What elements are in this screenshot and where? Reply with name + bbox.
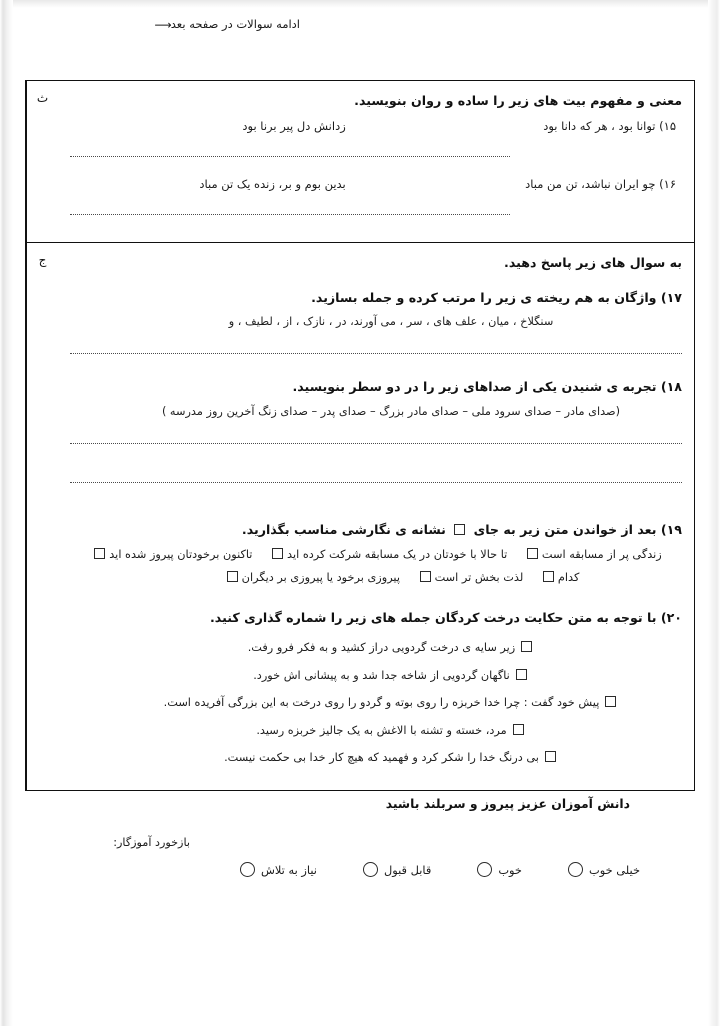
rating-option-needs-effort[interactable] bbox=[240, 862, 317, 877]
question-19-line-1 bbox=[70, 544, 682, 567]
q19-clause-1-text: زندگی پر از مسابقه است bbox=[541, 548, 662, 562]
exam-section-jim bbox=[26, 243, 694, 790]
question-17-prompt: ۱۷) واژگان به هم ریخته ی زیر را مرتب کرده و جمله بسازید. bbox=[311, 289, 682, 305]
section-jim-body bbox=[58, 243, 694, 790]
q20-statement-3-text: پیش خود گفت : چرا خدا خربزه را روی بوته و گردو را روی درخت به این بزرگی آفریده است. bbox=[163, 696, 600, 710]
couplet-15-hemistich-b: زدانش دل پیر برنا بود bbox=[242, 118, 346, 133]
q19-clause-2-text: تا حالا با خودتان در یک مسابقه شرکت کرده اید bbox=[287, 548, 508, 562]
arrow-left-icon: ⟶ bbox=[154, 18, 172, 32]
exam-section-tha bbox=[26, 81, 694, 243]
farewell-message: دانش آموزان عزیز پیروز و سربلند باشید bbox=[385, 796, 630, 811]
question-18-options: (صدای مادر – صدای سرود ملی – صدای مادر بزرگ – صدای پدر – صدای زنگ آخرین روز مدرسه ) bbox=[161, 404, 621, 418]
checkbox-icon-q19-6[interactable] bbox=[227, 571, 238, 582]
rating-option-good[interactable] bbox=[477, 862, 522, 877]
q19-clause-3 bbox=[90, 544, 252, 567]
question-18-prompt: ۱۸) تجربه ی شنیدن یکی از صداهای زیر را در دو سطر بنویسید. bbox=[292, 379, 682, 395]
rating-option-good-label: خوب bbox=[498, 862, 522, 877]
q20-statement-4 bbox=[70, 717, 682, 745]
rating-option-acceptable[interactable] bbox=[363, 862, 431, 877]
q20-statement-1 bbox=[70, 634, 682, 662]
couplet-15 bbox=[70, 116, 682, 135]
continuation-note-text: ادامه سوالات در صفحه بعد bbox=[170, 17, 300, 31]
q20-statement-5-text: بی درنگ خدا را شکر کرد و فهمید که هیچ کار خدا بی حکمت نیست. bbox=[224, 751, 539, 765]
rating-option-needs-effort-label: نیاز به تلاش bbox=[260, 862, 317, 877]
checkbox-icon-q19-4[interactable] bbox=[543, 571, 554, 582]
exam-table bbox=[25, 80, 695, 791]
q19-clause-4-text: کدام bbox=[557, 570, 580, 584]
checkbox-icon-q19-5[interactable] bbox=[420, 571, 431, 582]
answer-line-17[interactable] bbox=[70, 353, 682, 354]
q19-clause-6 bbox=[223, 567, 400, 590]
q19-clause-4 bbox=[539, 567, 579, 590]
checkbox-icon-q20-1[interactable] bbox=[521, 641, 532, 652]
question-20-prompt: ۲۰) با توجه به متن حکایت درخت کردگان جمله های زیر را شماره گذاری کنید. bbox=[210, 609, 682, 625]
teacher-feedback-rating-group bbox=[100, 862, 640, 877]
section-tha-body bbox=[58, 81, 694, 242]
radio-icon-needs-effort[interactable] bbox=[240, 862, 255, 877]
q20-statement-5 bbox=[70, 744, 682, 772]
couplet-16-hemistich-a: ۱۶) چو ایران نباشد، تن من مباد bbox=[525, 176, 676, 191]
radio-icon-very-good[interactable] bbox=[568, 862, 583, 877]
checkbox-icon-inline-q19[interactable] bbox=[454, 524, 465, 535]
q20-statement-1-text: زیر سایه ی درخت گردویی دراز کشید و به فکر فرو رفت. bbox=[247, 641, 516, 655]
checkbox-icon-q20-4[interactable] bbox=[513, 724, 524, 735]
section-letter-tha: ث bbox=[26, 81, 58, 242]
continuation-note bbox=[155, 17, 300, 31]
checkbox-icon-q20-3[interactable] bbox=[605, 696, 616, 707]
q19-clause-6-text: پیروزی برخود یا پیروزی بر دیگران bbox=[241, 570, 400, 584]
radio-icon-acceptable[interactable] bbox=[363, 862, 378, 877]
question-19-prompt bbox=[70, 520, 682, 541]
rating-option-very-good[interactable] bbox=[568, 862, 640, 877]
checkbox-icon-q20-5[interactable] bbox=[545, 751, 556, 762]
radio-icon-good[interactable] bbox=[477, 862, 492, 877]
couplet-16-hemistich-b: بدین بوم و بر، زنده یک تن مباد bbox=[199, 176, 346, 191]
q19-clause-5 bbox=[416, 567, 524, 590]
checkbox-icon-q20-2[interactable] bbox=[516, 669, 527, 680]
question-19-line-2 bbox=[70, 567, 682, 590]
section-tha-heading: معنی و مفهوم بیت های زیر را ساده و روان بنویسید. bbox=[354, 93, 682, 108]
q19-clause-2 bbox=[268, 544, 507, 567]
answer-line-18a[interactable] bbox=[70, 443, 682, 444]
answer-line-16[interactable] bbox=[70, 214, 510, 215]
checkbox-icon-q19-2[interactable] bbox=[272, 548, 283, 559]
q19-clause-5-text: لذت بخش تر است bbox=[434, 570, 524, 584]
q20-statement-4-text: مرد، خسته و تشنه با الاغش به یک جالیز خربزه رسید. bbox=[256, 723, 507, 737]
couplet-15-hemistich-a: ۱۵) توانا بود ، هر که دانا بود bbox=[543, 118, 676, 133]
question-19-prompt-before: ۱۹) بعد از خواندن متن زیر به جای bbox=[473, 521, 682, 537]
question-20-statement-list bbox=[70, 634, 682, 772]
question-17-word-bank: سنگلاخ ، میان ، علف های ، سر ، می آورند، در ، نازک ، از ، لطیف ، و bbox=[228, 315, 554, 329]
q20-statement-2-text: ناگهان گردویی از شاخه جدا شد و به پیشانی اش خورد. bbox=[253, 668, 510, 682]
section-jim-heading: به سوال های زیر پاسخ دهید. bbox=[504, 254, 682, 270]
checkbox-icon-q19-1[interactable] bbox=[527, 548, 538, 559]
q19-clause-1 bbox=[523, 544, 662, 567]
checkbox-icon-q19-3[interactable] bbox=[94, 548, 105, 559]
rating-option-very-good-label: خیلی خوب bbox=[588, 862, 640, 877]
q20-statement-2 bbox=[70, 662, 682, 690]
rating-option-acceptable-label: قابل قبول bbox=[383, 862, 432, 877]
answer-line-15[interactable] bbox=[70, 156, 510, 157]
answer-line-18b[interactable] bbox=[70, 482, 682, 483]
q20-statement-3 bbox=[70, 689, 682, 717]
question-19-prompt-after: نشانه ی نگارشی مناسب بگذارید. bbox=[241, 521, 446, 537]
q19-clause-3-text: تاکنون برخودتان پیروز شده اید bbox=[109, 548, 253, 562]
section-letter-jim: ج bbox=[26, 243, 58, 790]
couplet-16 bbox=[70, 174, 682, 193]
teacher-feedback-label: بازخورد آموزگار: bbox=[113, 836, 190, 849]
